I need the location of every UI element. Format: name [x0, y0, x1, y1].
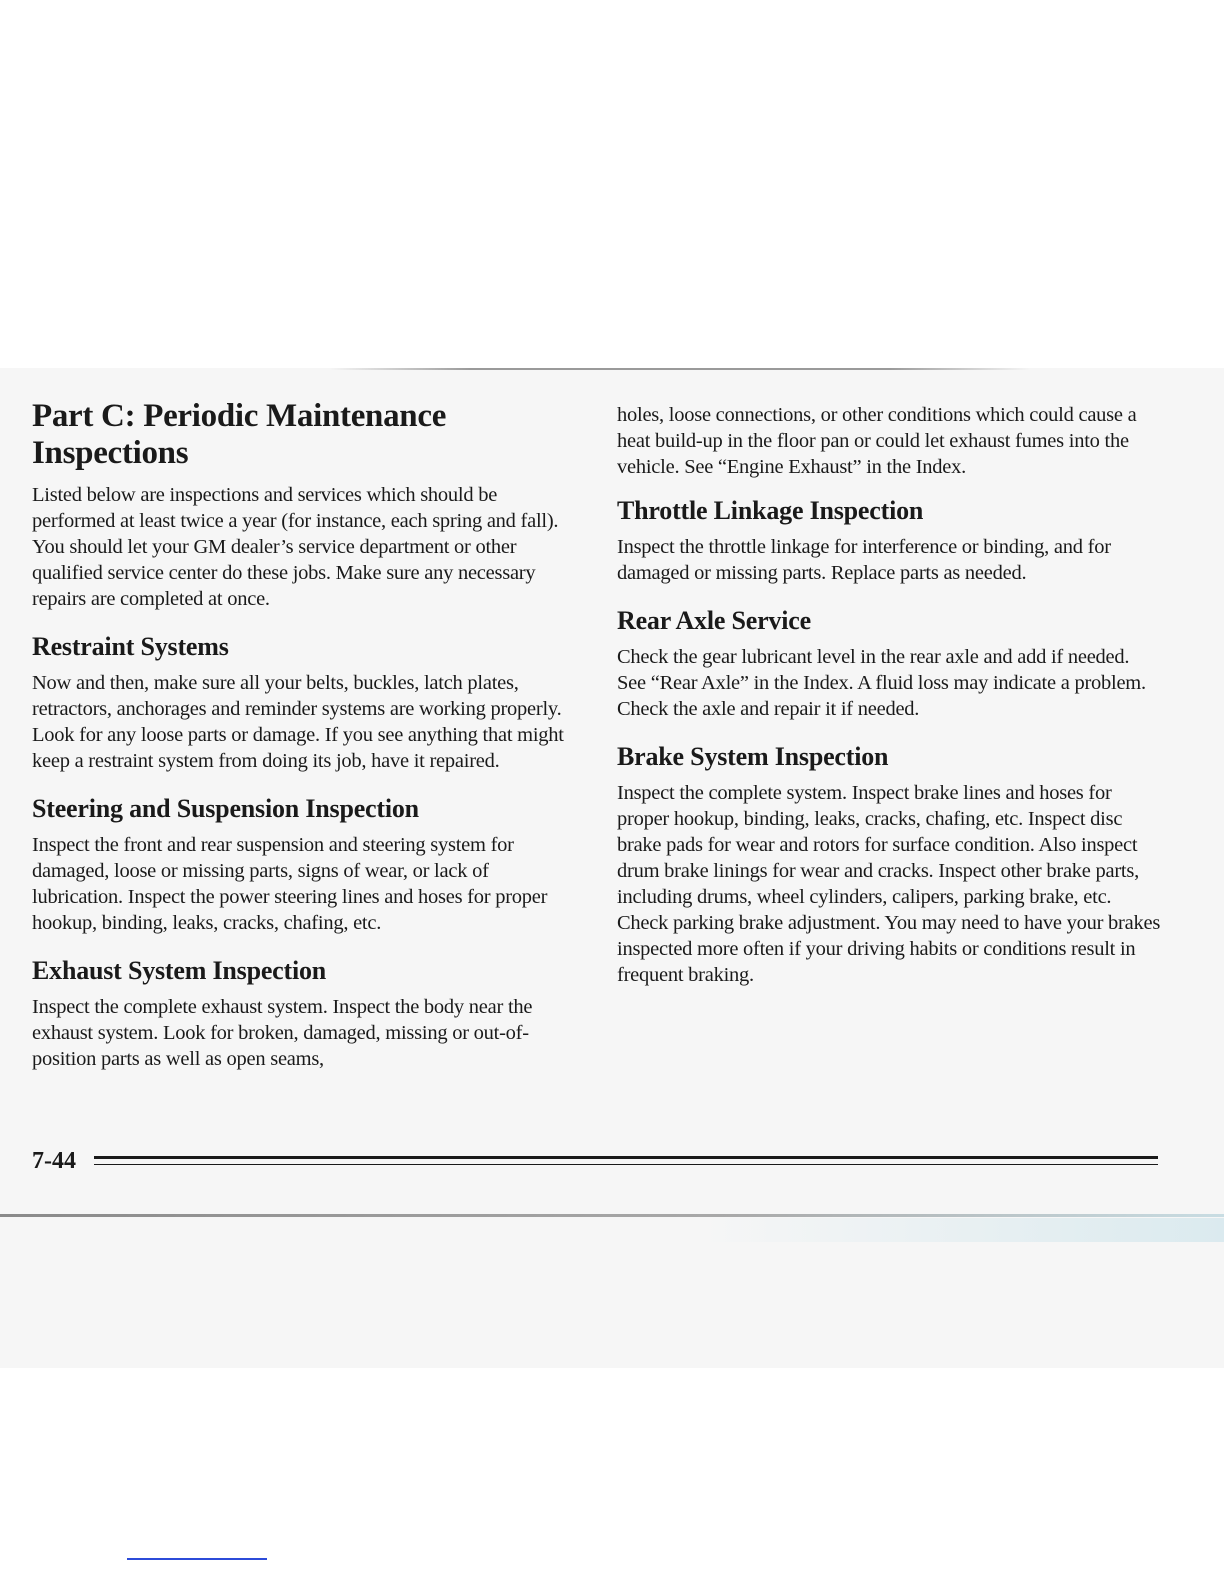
page-title — [32, 398, 572, 472]
brake-heading: Brake System Inspection — [617, 742, 889, 771]
scan-edge-bottom — [0, 1214, 1224, 1217]
scan-edge-top — [330, 368, 1030, 370]
page-number: 7-44 — [32, 1148, 76, 1174]
brake-paragraph: Inspect the complete system. Inspect brake lines and hoses for proper hookup, binding, leaks, cracks, chafing, etc. Inspect disc brake pads for wear and rotors for surface condition. Also inspect drum brake linings for wear and cracks. Inspect other brake parts, including drums, wheel cylinders, calipers, parking brake, etc. Check parking brake adjustment. You may need to have your brakes inspected more often if your driving habits or conditions result in frequent braking. — [617, 782, 1161, 986]
page-footer — [32, 1146, 1158, 1176]
footer-rule-thin — [94, 1164, 1158, 1165]
throttle-heading: Throttle Linkage Inspection — [617, 496, 924, 525]
throttle-paragraph: Inspect the throttle linkage for interference or binding, and for damaged or missing parts. Replace parts as needed. — [617, 536, 1111, 584]
scan-edge-tint — [700, 1218, 1224, 1242]
exhaust-paragraph: Inspect the complete exhaust system. Inspect the body near the exhaust system. Look for broken, damaged, missing or out-of-position parts as well as open seams, — [32, 996, 533, 1070]
intro-paragraph: Listed below are inspections and services which should be performed at least twice a year (for instance, each spring and fall). You should let your GM dealer’s service department or other qualified service center do these jobs. Make sure any necessary repairs are completed at once. — [32, 484, 559, 610]
steering-paragraph: Inspect the front and rear suspension and steering system for damaged, loose or missing parts, signs of wear, or lack of lubrication. Inspect the power steering lines and hoses for proper hookup, binding, leaks, cracks, chafing, etc. — [32, 834, 548, 934]
right-column — [617, 402, 1162, 988]
rear-axle-paragraph: Check the gear lubricant level in the rear axle and add if needed. See “Rear Axle” in the Index. A fluid loss may indicate a problem. Check the axle and repair it if needed. — [617, 646, 1146, 720]
footer-rule-thick — [94, 1156, 1158, 1159]
link-underline[interactable] — [127, 1558, 267, 1560]
exhaust-paragraph-continued: holes, loose connections, or other conditions which could cause a heat build-up in the floor pan or could let exhaust fumes into the vehicle. See “Engine Exhaust” in the Index. — [617, 404, 1137, 478]
rear-axle-heading: Rear Axle Service — [617, 606, 811, 635]
restraint-heading: Restraint Systems — [32, 632, 229, 661]
left-column — [32, 398, 572, 1072]
restraint-paragraph: Now and then, make sure all your belts, buckles, latch plates, retractors, anchorages and reminder systems are working properly. Look for any loose parts or damage. If you see anything that might keep a restraint system from doing its job, have it repaired. — [32, 672, 564, 772]
exhaust-heading: Exhaust System Inspection — [32, 956, 327, 985]
page-title-line-1: Part C: Periodic Maintenance — [32, 398, 447, 434]
steering-heading: Steering and Suspension Inspection — [32, 794, 419, 823]
page-title-line-2: Inspections — [32, 435, 189, 471]
